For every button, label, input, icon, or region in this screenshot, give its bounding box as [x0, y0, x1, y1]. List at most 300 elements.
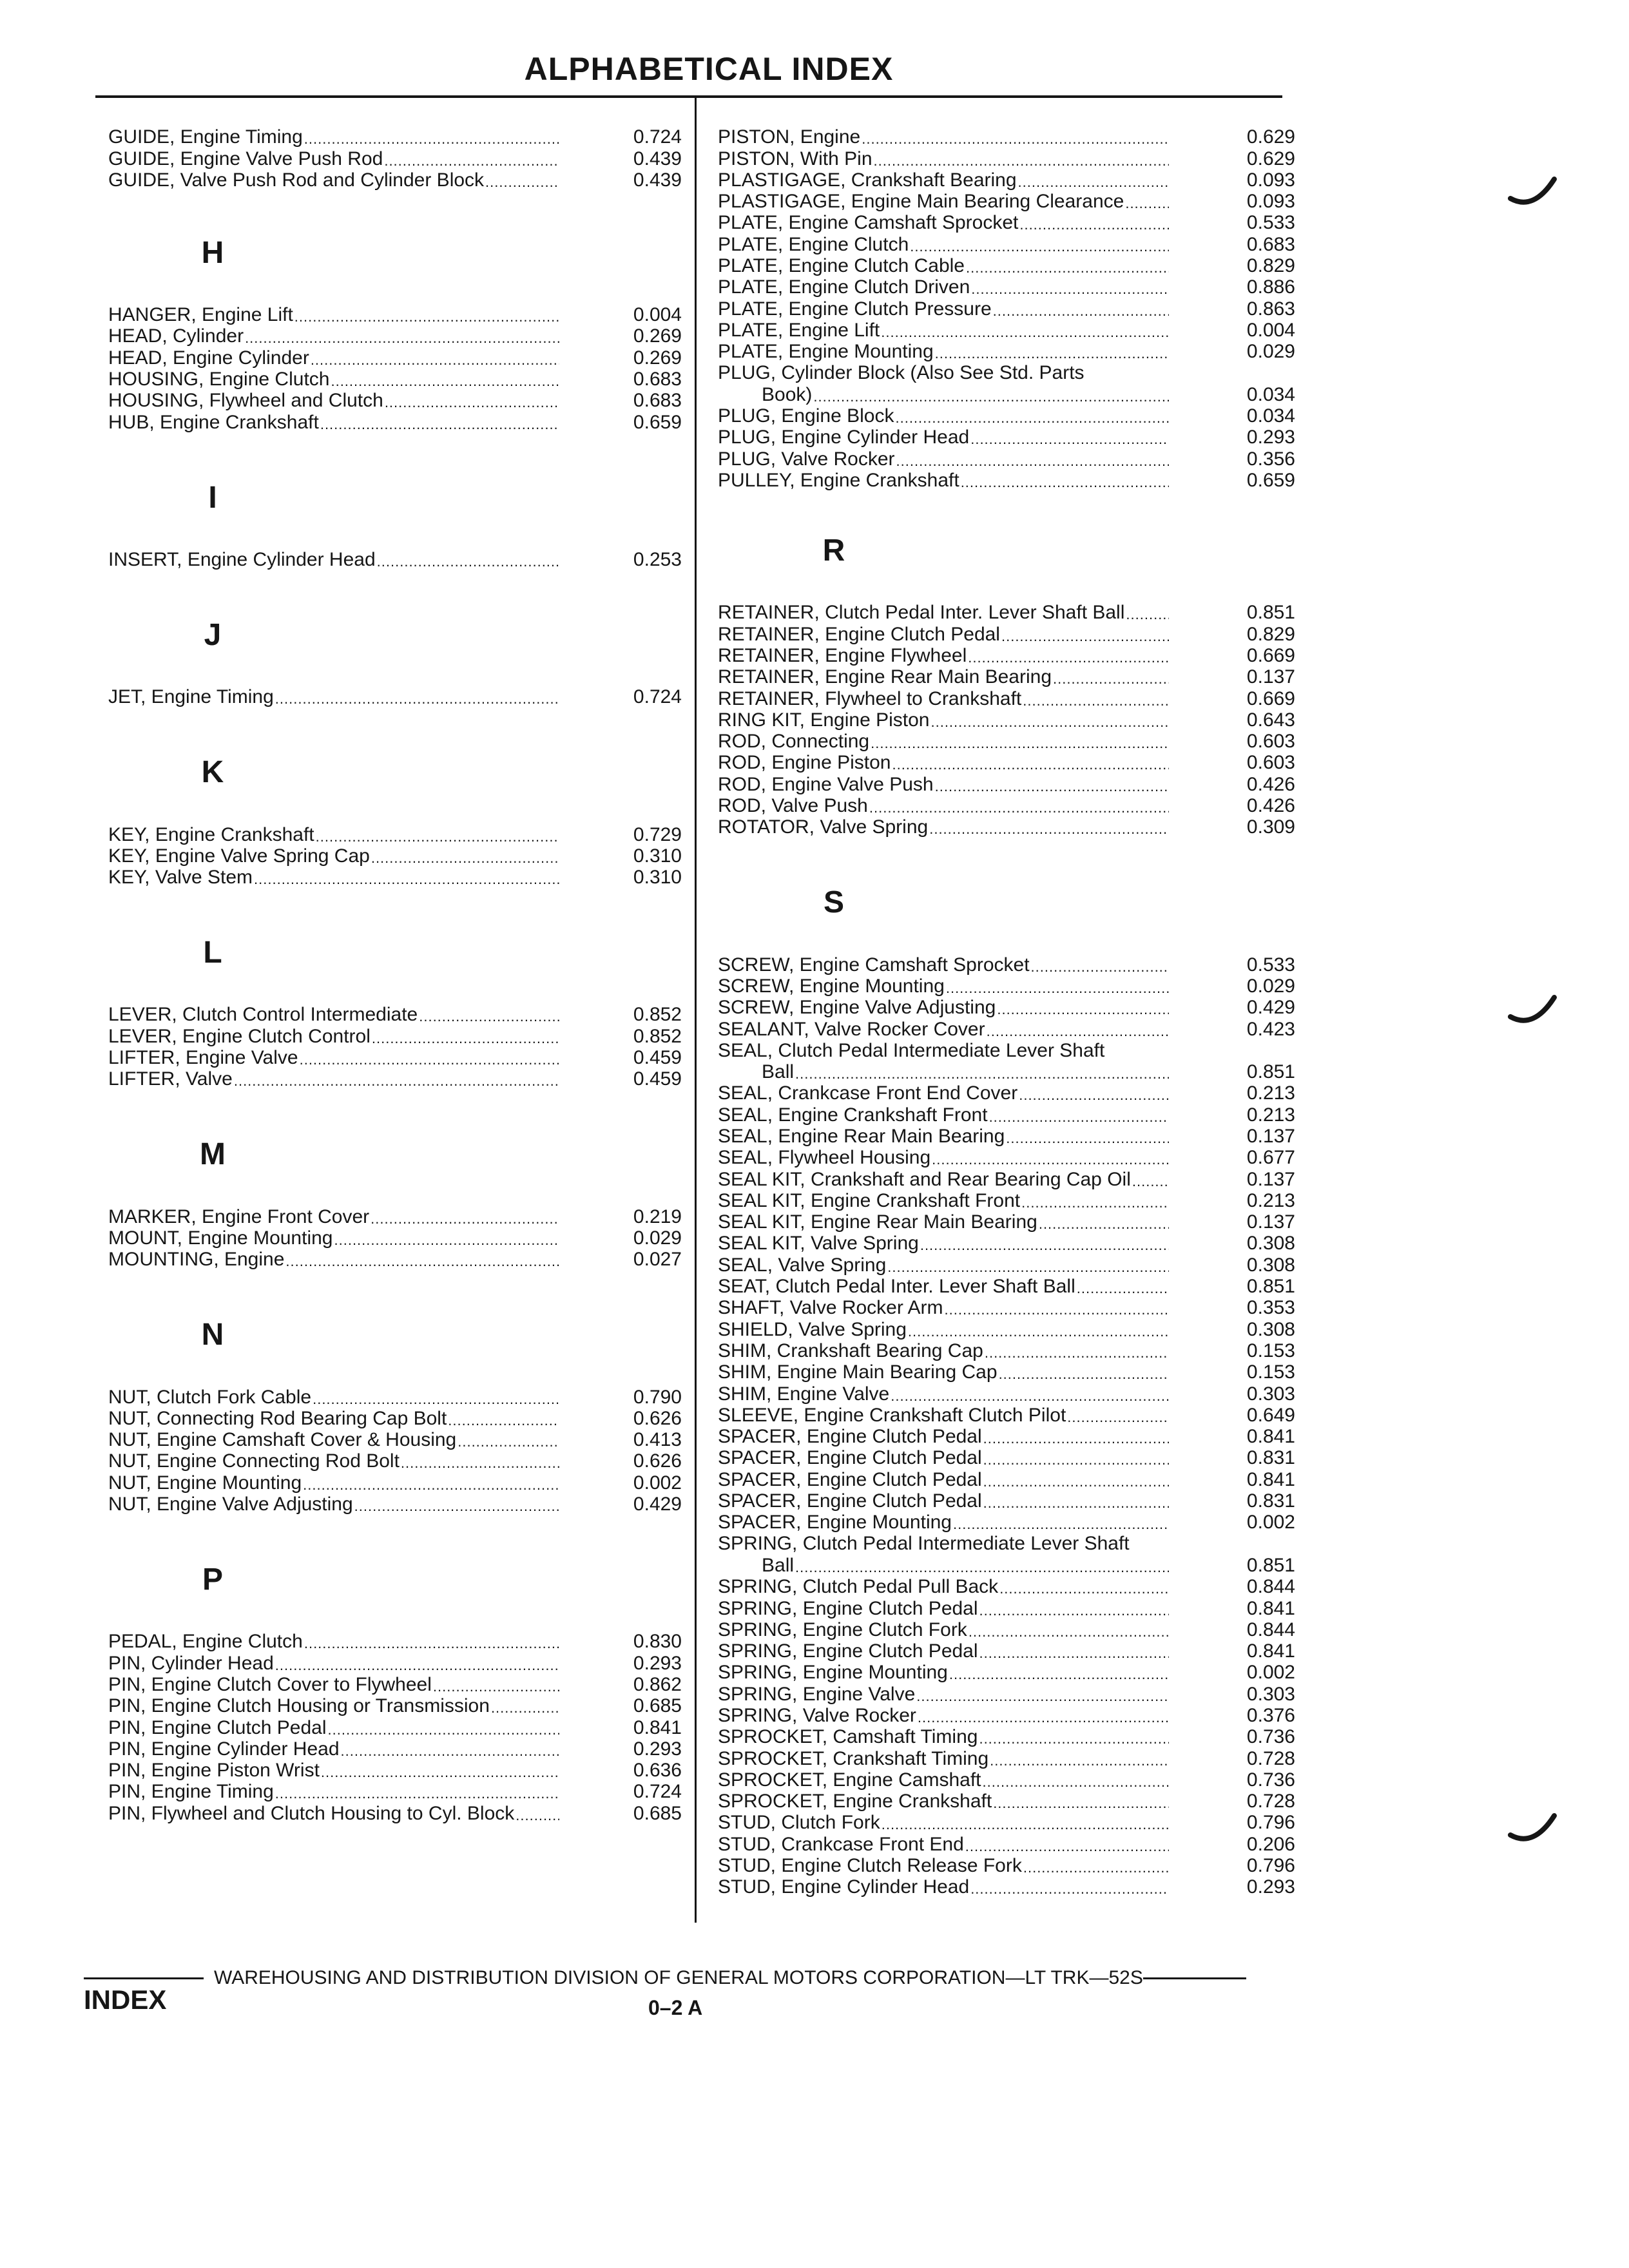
section-h-entries — [108, 304, 682, 433]
entry-name: GUIDE, Engine Timing — [108, 126, 303, 148]
entry-name: MARKER, Engine Front Cover — [108, 1206, 370, 1227]
entry-name: PLUG, Valve Rocker — [718, 448, 895, 470]
dot-leader — [447, 1412, 559, 1429]
index-entry — [718, 1126, 1304, 1147]
index-entry — [108, 823, 682, 845]
entry-name: HOUSING, Engine Clutch — [108, 369, 330, 390]
entry-page-ref: 0.029 — [1246, 975, 1295, 997]
index-entry — [718, 212, 1304, 233]
entry-page-ref: 0.213 — [1246, 1189, 1295, 1211]
entry-name: SEAT, Clutch Pedal Inter. Lever Shaft Ball — [718, 1276, 1075, 1298]
index-entry — [718, 709, 1304, 731]
index-entry — [108, 304, 682, 325]
entry-name: SPROCKET, Crankshaft Timing — [718, 1747, 989, 1769]
index-entry — [718, 1533, 1304, 1576]
entry-page-ref: 0.841 — [1246, 1597, 1295, 1619]
dot-leader — [1018, 216, 1169, 233]
index-entry — [718, 298, 1304, 319]
entry-page-ref: 0.153 — [1246, 1361, 1295, 1383]
index-entry — [718, 1340, 1304, 1361]
dot-leader — [964, 1838, 1169, 1855]
entry-name: SPRING, Clutch Pedal Intermediate Lever Shaft — [718, 1533, 1130, 1555]
entry-page-ref: 0.724 — [633, 126, 682, 148]
index-entry — [718, 427, 1304, 448]
entry-page-ref: 0.683 — [1246, 233, 1295, 255]
entry-page-ref: 0.002 — [1246, 1662, 1295, 1684]
footer-page-number: 0–2 A — [648, 1996, 703, 2019]
entry-name: SHIM, Engine Main Bearing Cap — [718, 1361, 998, 1383]
dot-leader — [293, 309, 559, 325]
entry-name: SPROCKET, Engine Crankshaft — [718, 1791, 992, 1812]
index-entry — [108, 1004, 682, 1025]
entry-page-ref: 0.426 — [1246, 795, 1295, 817]
dot-leader — [514, 1807, 559, 1824]
entry-page-ref: 0.004 — [1246, 319, 1295, 341]
entry-page-ref: 0.533 — [1246, 212, 1295, 234]
dot-leader — [1000, 628, 1169, 645]
index-entry — [718, 1833, 1304, 1854]
dot-leader — [369, 1211, 559, 1227]
entry-name: PIN, Engine Clutch Pedal — [108, 1716, 327, 1738]
entry-name: PLUG, Cylinder Block (Also See Std. Parts — [718, 362, 1084, 384]
footer-publisher-text: WAREHOUSING AND DISTRIBUTION DIVISION OF GENERAL MOTORS CORPORATION—LT TRK—52S — [214, 1967, 1143, 1988]
entry-page-ref: 0.137 — [1246, 1211, 1295, 1233]
dot-leader — [982, 1474, 1169, 1490]
entry-name: SHAFT, Valve Rocker Arm — [718, 1297, 943, 1319]
entry-page-ref: 0.293 — [1246, 427, 1295, 448]
dot-leader — [1017, 174, 1169, 191]
index-entry — [718, 1040, 1304, 1083]
index-entry — [718, 341, 1304, 362]
entry-page-ref: 0.310 — [633, 867, 682, 889]
entry-name: ROTATOR, Valve Spring — [718, 816, 929, 838]
section-letter-j: J — [204, 617, 222, 652]
entry-name: NUT, Engine Mounting — [108, 1472, 302, 1494]
entry-name: KEY, Valve Stem — [108, 867, 253, 889]
entry-page-ref: 0.841 — [1246, 1426, 1295, 1448]
entry-page-ref: 0.426 — [1246, 773, 1295, 795]
index-entry — [718, 1662, 1304, 1683]
entry-name: NUT, Engine Valve Adjusting — [108, 1494, 353, 1515]
entry-name: SEAL, Valve Spring — [718, 1254, 887, 1276]
entry-page-ref: 0.862 — [633, 1673, 682, 1695]
index-entry — [108, 1738, 682, 1760]
index-entry — [718, 1855, 1304, 1876]
entry-name: SEAL KIT, Valve Spring — [718, 1233, 919, 1254]
entry-name: SPACER, Engine Mounting — [718, 1512, 952, 1533]
index-entry — [718, 1147, 1304, 1168]
index-entry — [718, 816, 1304, 838]
dot-leader — [1066, 1409, 1169, 1426]
entry-name: PISTON, Engine — [718, 126, 861, 148]
entry-page-ref: 0.851 — [1246, 1061, 1295, 1083]
footer-section-label: INDEX — [84, 1984, 167, 2015]
dot-leader — [952, 1516, 1169, 1533]
index-entry — [718, 731, 1304, 752]
entry-name: JET, Engine Timing — [108, 686, 274, 708]
entry-page-ref: 0.863 — [1246, 298, 1295, 320]
dot-leader — [988, 1753, 1169, 1769]
dot-leader — [929, 714, 1169, 731]
index-entry — [718, 1683, 1304, 1704]
index-entry — [108, 1494, 682, 1515]
dot-leader — [969, 431, 1169, 448]
index-entry — [108, 1472, 682, 1493]
dot-leader — [1005, 1130, 1169, 1147]
dot-leader — [945, 980, 1169, 997]
index-entry — [718, 1361, 1304, 1383]
dot-leader — [868, 800, 1169, 816]
dot-leader — [303, 1635, 559, 1652]
entry-name: STUD, Crankcase Front End — [718, 1833, 964, 1855]
index-entry — [718, 362, 1304, 405]
index-entry — [718, 1018, 1304, 1039]
index-entry — [718, 1211, 1304, 1233]
entry-page-ref: 0.219 — [633, 1206, 682, 1227]
dot-leader — [1020, 1195, 1169, 1211]
entry-name: KEY, Engine Valve Spring Cap — [108, 845, 370, 867]
entry-page-ref: 0.677 — [1246, 1147, 1295, 1169]
entry-page-ref: 0.844 — [1246, 1576, 1295, 1598]
index-entry — [718, 405, 1304, 427]
index-entry — [718, 1726, 1304, 1747]
index-entry — [718, 773, 1304, 794]
entry-page-ref: 0.831 — [1246, 1447, 1295, 1469]
entry-page-ref: 0.626 — [633, 1450, 682, 1472]
entry-page-ref: 0.093 — [1246, 169, 1295, 191]
dot-leader — [794, 1559, 1169, 1576]
dot-leader — [383, 394, 559, 411]
entry-page-ref: 0.376 — [1246, 1705, 1295, 1726]
index-entry — [108, 1386, 682, 1407]
entry-name: SPACER, Engine Clutch Pedal — [718, 1468, 982, 1490]
dot-leader — [889, 1388, 1169, 1405]
dot-leader — [274, 1785, 559, 1802]
index-entry — [718, 795, 1304, 816]
index-entry — [718, 148, 1304, 169]
entry-name: SEAL, Engine Rear Main Bearing — [718, 1125, 1005, 1147]
entry-name: ROD, Valve Push — [718, 795, 868, 817]
entry-page-ref: 0.729 — [633, 823, 682, 845]
dot-leader — [919, 1237, 1169, 1254]
entry-page-ref: 0.413 — [633, 1429, 682, 1451]
entry-name: PLUG, Engine Cylinder Head — [718, 427, 970, 448]
entry-page-ref: 0.459 — [633, 1047, 682, 1069]
entry-page-ref: 0.153 — [1246, 1340, 1295, 1361]
section-k-entries — [108, 823, 682, 888]
entry-name: HUB, Engine Crankshaft — [108, 411, 319, 433]
dot-leader — [329, 373, 559, 390]
entry-name: PIN, Engine Timing — [108, 1781, 274, 1803]
entry-page-ref: 0.293 — [633, 1652, 682, 1674]
entry-name: GUIDE, Engine Valve Push Rod — [108, 148, 383, 169]
index-entry — [718, 1383, 1304, 1404]
entry-page-ref: 0.029 — [1246, 341, 1295, 363]
entry-page-ref: 0.439 — [633, 148, 682, 169]
entry-name: SHIELD, Valve Spring — [718, 1318, 907, 1340]
index-entry — [718, 1082, 1304, 1104]
entry-page-ref: 0.533 — [1246, 954, 1295, 975]
index-entry — [718, 1876, 1304, 1898]
index-entry — [718, 1640, 1304, 1662]
index-entry — [718, 954, 1304, 975]
index-entry — [718, 169, 1304, 191]
dot-leader — [314, 829, 559, 845]
entry-page-ref: 0.029 — [633, 1227, 682, 1249]
index-entry — [718, 1597, 1304, 1619]
dot-leader — [1131, 1173, 1169, 1190]
page-title: ALPHABETICAL INDEX — [524, 51, 894, 87]
entry-page-ref: 0.027 — [633, 1249, 682, 1271]
entry-name: PLATE, Engine Clutch Cable — [718, 255, 965, 277]
index-entry — [108, 1227, 682, 1249]
dot-leader — [1021, 693, 1169, 709]
dot-leader — [869, 735, 1169, 752]
entry-page-ref: 0.636 — [633, 1760, 682, 1782]
dot-leader — [959, 474, 1169, 491]
entry-page-ref: 0.659 — [1246, 470, 1295, 492]
entry-name: SCREW, Engine Camshaft Sprocket — [718, 954, 1030, 975]
index-entry — [108, 1450, 682, 1472]
entry-page-ref: 0.841 — [1246, 1640, 1295, 1662]
dot-leader — [916, 1709, 1169, 1726]
entry-page-ref: 0.683 — [633, 390, 682, 412]
index-entry — [718, 1254, 1304, 1275]
dot-leader — [978, 1602, 1169, 1619]
entry-page-ref: 0.659 — [633, 411, 682, 433]
section-letter-k: K — [201, 755, 224, 790]
entry-name: HOUSING, Flywheel and Clutch — [108, 390, 383, 412]
entry-page-ref: 0.728 — [1246, 1747, 1295, 1769]
dot-leader — [303, 131, 559, 148]
entry-page-ref: 0.303 — [1246, 1383, 1295, 1405]
index-entry — [108, 1047, 682, 1068]
entry-name: RETAINER, Flywheel to Crankshaft — [718, 687, 1022, 709]
index-entry — [718, 448, 1304, 469]
index-entry — [718, 255, 1304, 276]
entry-page-ref: 0.685 — [633, 1802, 682, 1824]
entry-page-ref: 0.829 — [1246, 623, 1295, 645]
entry-name: ROD, Engine Valve Push — [718, 773, 934, 795]
dot-leader — [340, 1743, 559, 1760]
section-letter-s: S — [823, 885, 844, 920]
dot-leader — [998, 1366, 1169, 1383]
section-p-entries — [108, 1631, 682, 1824]
entry-name: PEDAL, Engine Clutch — [108, 1631, 303, 1653]
entry-name: PLATE, Engine Mounting — [718, 341, 934, 363]
index-entry — [108, 1652, 682, 1673]
dot-leader — [320, 1764, 559, 1781]
section-letter-n: N — [201, 1318, 224, 1352]
entry-name: RETAINER, Clutch Pedal Inter. Lever Shaft Ball — [718, 602, 1125, 624]
index-entry — [718, 1276, 1304, 1297]
entry-name: HEAD, Cylinder — [108, 325, 244, 347]
index-entry — [718, 1190, 1304, 1211]
entry-page-ref: 0.308 — [1246, 1254, 1295, 1276]
entry-page-ref: 0.137 — [1246, 1168, 1295, 1190]
section-n-entries — [108, 1386, 682, 1515]
dot-leader — [880, 324, 1169, 341]
entry-page-ref: 0.669 — [1246, 687, 1295, 709]
dot-leader — [1037, 1216, 1169, 1233]
dot-leader — [298, 1052, 559, 1068]
entry-page-ref: 0.629 — [1246, 126, 1295, 148]
entry-name-continued: Book) — [762, 383, 813, 405]
entry-name: HEAD, Engine Cylinder — [108, 347, 309, 369]
entry-page-ref: 0.004 — [633, 304, 682, 326]
index-entry — [108, 390, 682, 411]
index-entry — [718, 645, 1304, 666]
entry-name: SPACER, Engine Clutch Pedal — [718, 1426, 982, 1448]
entry-name: PIN, Engine Clutch Cover to Flywheel — [108, 1673, 432, 1695]
section-letter-i: I — [208, 480, 217, 515]
index-entry — [108, 1206, 682, 1227]
index-entry — [718, 1104, 1304, 1125]
entry-name: SPRING, Engine Clutch Pedal — [718, 1597, 978, 1619]
entry-page-ref: 0.724 — [633, 686, 682, 708]
entry-page-ref: 0.293 — [1246, 1876, 1295, 1898]
entry-name: NUT, Connecting Rod Bearing Cap Bolt — [108, 1407, 447, 1429]
entry-page-ref: 0.851 — [1246, 602, 1295, 624]
dot-leader — [895, 453, 1169, 470]
dot-leader — [1022, 1860, 1169, 1876]
entry-name: MOUNT, Engine Mounting — [108, 1227, 333, 1249]
entry-name: ROD, Engine Piston — [718, 752, 891, 774]
entry-name: PLATE, Engine Clutch Pressure — [718, 298, 992, 320]
entry-page-ref: 0.002 — [1246, 1512, 1295, 1533]
index-entry — [718, 1297, 1304, 1318]
index-entry — [718, 1769, 1304, 1791]
index-entry — [718, 1705, 1304, 1726]
entry-name: LIFTER, Engine Valve — [108, 1047, 298, 1069]
dot-leader — [928, 821, 1169, 838]
index-entry — [108, 1429, 682, 1450]
header-rule — [95, 95, 1282, 98]
entry-name: SPRING, Engine Mounting — [718, 1662, 948, 1684]
index-entry — [718, 1426, 1304, 1447]
entry-name: SPACER, Engine Clutch Pedal — [718, 1490, 982, 1512]
entry-name: LEVER, Engine Clutch Control — [108, 1025, 371, 1047]
index-entry — [108, 1408, 682, 1429]
section-letter-r: R — [822, 533, 845, 568]
entry-page-ref: 0.790 — [633, 1386, 682, 1408]
index-entry — [718, 1619, 1304, 1640]
entry-name: SEAL KIT, Engine Rear Main Bearing — [718, 1211, 1037, 1233]
index-entry — [108, 347, 682, 368]
entry-page-ref: 0.841 — [1246, 1468, 1295, 1490]
entry-name: SPRING, Clutch Pedal Pull Back — [718, 1576, 999, 1598]
entry-name: RING KIT, Engine Piston — [718, 709, 930, 731]
index-entry — [108, 1068, 682, 1090]
entry-name: PLATE, Engine Lift — [718, 319, 880, 341]
entry-name: PIN, Flywheel and Clutch Housing to Cyl. Block — [108, 1802, 515, 1824]
index-entry — [108, 1249, 682, 1270]
entry-name: RETAINER, Engine Rear Main Bearing — [718, 666, 1052, 688]
entry-name-continued: Ball — [762, 1554, 795, 1576]
entry-name: STUD, Engine Clutch Release Fork — [718, 1855, 1022, 1877]
entry-page-ref: 0.728 — [1246, 1791, 1295, 1812]
entry-page-ref: 0.649 — [1246, 1404, 1295, 1426]
entry-page-ref: 0.724 — [633, 1781, 682, 1803]
index-entry — [718, 233, 1304, 255]
dot-leader — [907, 1323, 1169, 1340]
entry-name: PISTON, With Pin — [718, 148, 872, 169]
entry-name: SEAL, Flywheel Housing — [718, 1147, 931, 1169]
entry-name: ROD, Connecting — [718, 731, 870, 753]
entry-name: SEAL KIT, Engine Crankshaft Front — [718, 1189, 1021, 1211]
entry-page-ref: 0.796 — [1246, 1812, 1295, 1834]
dot-leader — [967, 649, 1169, 666]
entry-page-ref: 0.439 — [633, 169, 682, 191]
dot-leader — [274, 1657, 559, 1674]
entry-page-ref: 0.685 — [633, 1695, 682, 1717]
entry-name: NUT, Engine Connecting Rod Bolt — [108, 1450, 400, 1472]
index-entry — [108, 126, 682, 148]
dot-leader — [872, 153, 1169, 169]
entry-name: SEAL, Clutch Pedal Intermediate Lever Shaft — [718, 1039, 1105, 1061]
dot-leader — [1030, 959, 1169, 975]
entry-page-ref: 0.852 — [633, 1025, 682, 1047]
entry-page-ref: 0.830 — [633, 1631, 682, 1653]
entry-name: SPACER, Engine Clutch Pedal — [718, 1447, 982, 1469]
index-entry — [718, 1447, 1304, 1468]
entry-name: SPRING, Engine Clutch Fork — [718, 1619, 967, 1640]
entry-page-ref: 0.851 — [1246, 1276, 1295, 1298]
entry-page-ref: 0.034 — [1246, 383, 1295, 405]
punch-hole-mark — [1508, 1811, 1559, 1849]
column-divider — [695, 98, 697, 1923]
section-m-entries — [108, 1206, 682, 1270]
index-entry — [718, 1791, 1304, 1812]
entry-name: PIN, Engine Cylinder Head — [108, 1738, 340, 1760]
index-entry — [718, 1468, 1304, 1490]
entry-page-ref: 0.796 — [1246, 1855, 1295, 1877]
entry-page-ref: 0.293 — [633, 1738, 682, 1760]
dot-leader — [978, 1645, 1169, 1662]
dot-leader — [327, 1722, 559, 1738]
entry-page-ref: 0.844 — [1246, 1619, 1295, 1640]
entry-name: STUD, Clutch Fork — [718, 1812, 880, 1834]
dot-leader — [353, 1498, 559, 1515]
index-entry — [108, 1781, 682, 1802]
dot-leader — [400, 1455, 559, 1472]
entry-name: RETAINER, Engine Flywheel — [718, 644, 967, 666]
entry-name: SEAL KIT, Crankshaft and Rear Bearing Cap Oil — [718, 1168, 1131, 1190]
entry-page-ref: 0.603 — [1246, 731, 1295, 753]
index-entry — [108, 1716, 682, 1738]
dot-leader — [992, 1795, 1169, 1812]
index-entry — [718, 752, 1304, 773]
index-entry — [108, 169, 682, 191]
dot-leader — [311, 1391, 559, 1408]
entry-page-ref: 0.851 — [1246, 1554, 1295, 1576]
dot-leader — [894, 410, 1169, 427]
dot-leader — [982, 1430, 1169, 1447]
dot-leader — [886, 1259, 1169, 1276]
dot-leader — [1017, 1087, 1169, 1104]
dot-leader — [319, 416, 559, 433]
index-entry — [718, 1576, 1304, 1597]
dot-leader — [1075, 1280, 1169, 1297]
index-entry — [718, 1405, 1304, 1426]
dot-leader — [909, 238, 1169, 255]
dot-leader — [1124, 606, 1169, 623]
section-j-entries — [108, 686, 682, 707]
entry-name: PLUG, Engine Block — [718, 405, 894, 427]
dot-leader — [1052, 671, 1169, 687]
index-entry — [108, 369, 682, 390]
dot-leader — [915, 1688, 1169, 1705]
